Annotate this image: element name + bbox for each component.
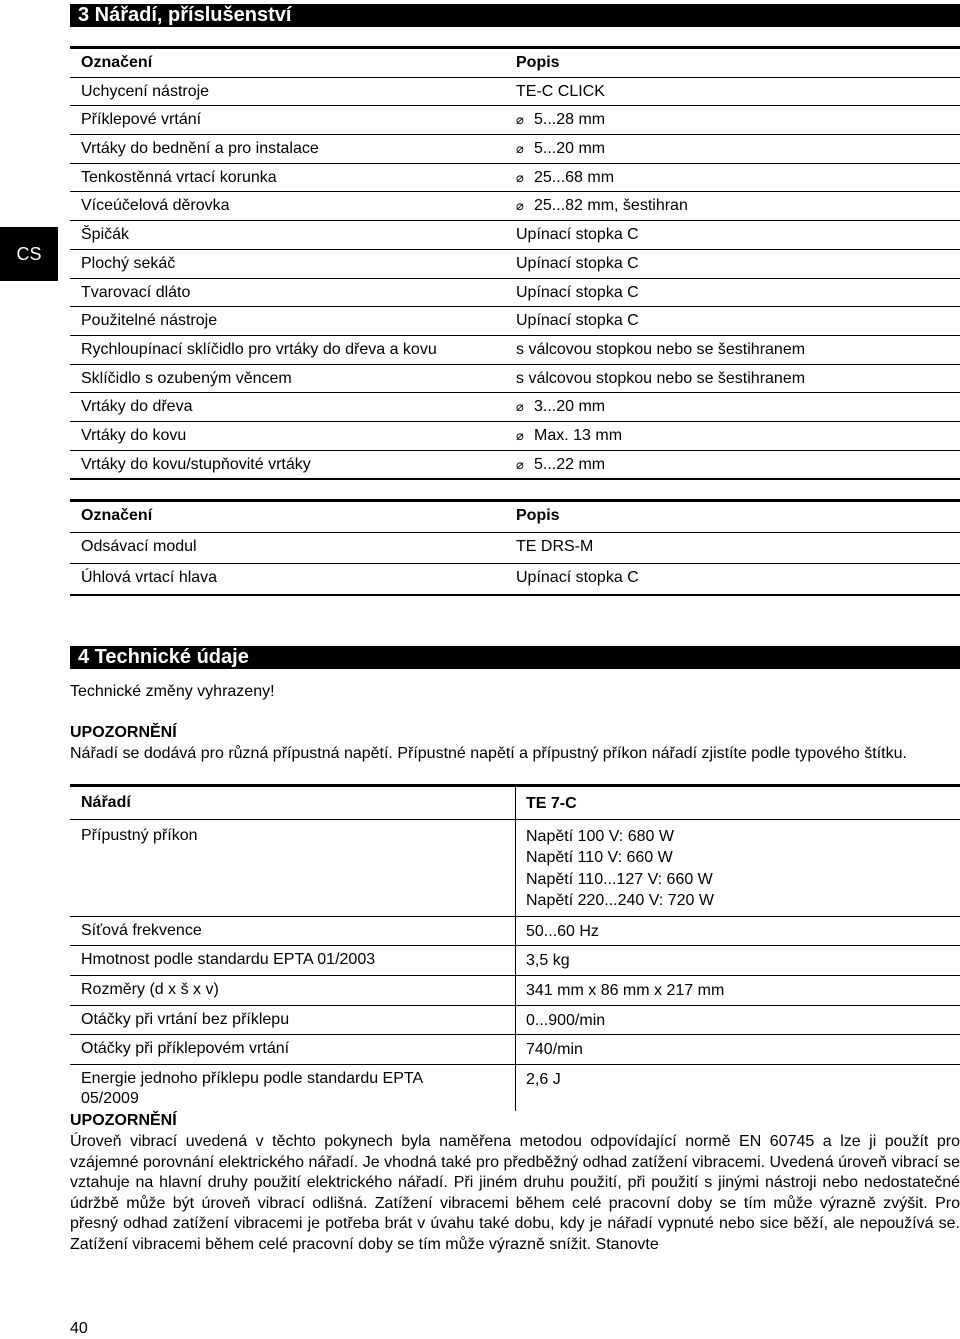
row-value-text: Upínací stopka C <box>516 254 639 272</box>
row-value <box>526 826 714 911</box>
language-tab: CS <box>0 227 58 281</box>
header-designation: Označení <box>81 507 153 524</box>
header-model: TE 7-C <box>526 795 577 812</box>
header-description: Popis <box>516 507 560 524</box>
diameter-symbol: ⌀ <box>516 169 524 185</box>
accessories-table <box>70 49 960 480</box>
row-label: Otáčky při vrtání bez příklepu <box>81 1011 290 1028</box>
row-value-text: s válcovou stopkou nebo se šestihranem <box>516 340 806 358</box>
row-value: 3,5 kg <box>526 952 570 969</box>
row-value <box>516 225 639 245</box>
section-3-title: 3 Nářadí, příslušenství <box>70 4 960 27</box>
row-value <box>516 311 639 331</box>
row-value: 341 mm x 86 mm x 217 mm <box>526 982 725 999</box>
row-value: 2,6 J <box>526 1071 561 1088</box>
power-value-line: Napětí 100 V: 680 W <box>526 828 674 845</box>
table-row <box>70 422 960 451</box>
row-value: 740/min <box>526 1041 583 1058</box>
row-label: Uchycení nástroje <box>81 82 210 100</box>
row-value-text: TE-C CLICK <box>516 82 605 100</box>
table-row <box>70 1006 960 1035</box>
row-label: Přípustný příkon <box>81 827 198 844</box>
table-row <box>70 336 960 365</box>
power-value-line: Napětí 110...127 V: 660 W <box>526 870 713 888</box>
row-value <box>516 196 688 216</box>
row-label: Sklíčidlo s ozubeným věncem <box>81 369 292 387</box>
note2-title: UPOZORNĚNÍ <box>70 1112 177 1129</box>
table-row <box>70 192 960 221</box>
row-value <box>516 455 605 475</box>
row-value: 0...900/min <box>526 1012 606 1029</box>
row-label: Otáčky při příklepovém vrtání <box>81 1040 290 1057</box>
row-label: Vrtáky do bednění a pro instalace <box>81 140 319 158</box>
row-label: Vrtáky do kovu <box>81 426 187 444</box>
row-value-text: 5...20 mm <box>534 140 606 158</box>
table-row <box>70 365 960 394</box>
diameter-symbol: ⌀ <box>516 427 524 443</box>
row-value <box>516 168 614 188</box>
header-designation: Označení <box>81 54 153 71</box>
table-row <box>70 135 960 164</box>
table-row <box>70 533 960 564</box>
row-value-text: 5...22 mm <box>534 455 606 473</box>
section-4-title: 4 Technické údaje <box>70 646 960 669</box>
row-value: 50...60 Hz <box>526 923 599 940</box>
row-value-text: Upínací stopka C <box>516 312 639 330</box>
row-value <box>516 426 622 446</box>
table-row <box>70 917 960 946</box>
table-header-row <box>70 502 960 533</box>
table-row <box>70 78 960 107</box>
row-value-text: Upínací stopka C <box>516 283 639 301</box>
row-label: Hmotnost podle standardu EPTA 01/2003 <box>81 951 376 968</box>
table-row <box>70 221 960 250</box>
power-value-line: Napětí 110 V: 660 W <box>526 849 673 867</box>
row-label: Tenkostěnná vrtací korunka <box>81 168 277 186</box>
row-value-text: Max. 13 mm <box>534 426 623 444</box>
table-row <box>70 1065 960 1111</box>
diameter-symbol: ⌀ <box>516 112 524 128</box>
header-description: Popis <box>516 54 560 71</box>
note1-title: UPOZORNĚNÍ <box>70 724 177 741</box>
row-value-text: Upínací stopka C <box>516 226 639 244</box>
row-value <box>516 340 805 360</box>
table-header-row <box>70 49 960 78</box>
table-row <box>70 279 960 308</box>
row-label: Plochý sekáč <box>81 254 176 272</box>
table-row <box>70 976 960 1006</box>
diameter-symbol: ⌀ <box>516 198 524 214</box>
row-label: Úhlová vrtací hlava <box>81 569 218 586</box>
row-label: Víceúčelová děrovka <box>81 197 230 215</box>
row-value <box>516 369 805 389</box>
table-row <box>70 393 960 422</box>
row-label: Síťová frekvence <box>81 922 202 939</box>
row-value-text: 25...68 mm <box>534 168 615 186</box>
row-value <box>516 82 605 102</box>
power-value-line: Napětí 220...240 V: 720 W <box>526 891 714 909</box>
table-row <box>70 820 960 917</box>
row-label: Odsávací modul <box>81 538 197 555</box>
row-label: Rozměry (d x š x v) <box>81 981 219 998</box>
row-value <box>516 139 605 159</box>
row-value <box>516 397 605 417</box>
table-row <box>70 564 960 596</box>
table-row <box>70 307 960 336</box>
page-number: 40 <box>70 1320 88 1337</box>
row-label: Použitelné nástroje <box>81 312 218 330</box>
diameter-symbol: ⌀ <box>516 456 524 472</box>
row-value <box>516 254 639 274</box>
row-label: Špičák <box>81 226 130 244</box>
row-value-text: 5...28 mm <box>534 111 606 129</box>
table-row <box>70 1035 960 1065</box>
row-value-text: 25...82 mm, šestihran <box>534 197 688 215</box>
row-value <box>516 110 605 130</box>
table-row <box>70 946 960 976</box>
table-row <box>70 164 960 193</box>
row-label: Energie jednoho příklepu podle standardu EPTA 05/2009 <box>81 1070 423 1107</box>
row-value <box>516 283 639 303</box>
row-label: Rychloupínací sklíčidlo pro vrtáky do dřeva a kovu <box>81 340 437 358</box>
table-header-row <box>70 787 960 820</box>
row-label: Příklepové vrtání <box>81 111 202 129</box>
diameter-symbol: ⌀ <box>516 399 524 415</box>
table-row <box>70 451 960 481</box>
row-value-text: s válcovou stopkou nebo se šestihranem <box>516 369 806 387</box>
row-label: Vrtáky do dřeva <box>81 398 193 416</box>
tech-changes-note: Technické změny vyhrazeny! <box>70 683 275 700</box>
header-tool: Nářadí <box>81 794 131 811</box>
row-label: Vrtáky do kovu/stupňovité vrtáky <box>81 455 311 473</box>
row-value: TE DRS-M <box>516 538 594 555</box>
note2-text: Úroveň vibrací uvedená v těchto pokynech byla naměřena metodou odpovídající normě EN 60745 a lze ji použít pro vzájemné porovnání elektrického nářadí. Je vhodná také pro předběžný odhad zatížení vibracemi. Uvedená úroveň vibrací se vztahuje na hlavní druhy použití elektrického nářadí. Při jiném druhu použití, při použití s jinými nástroji nebo nedostatečné údržbě může být úroveň vibrací odlišná. Zatížení vibracemi během celé pracovní doby se tím může výrazně zvýšit. Pro přesný odhad zatížení vibracemi je potřeba brát v úvahu také dobu, kdy je nářadí vypnuté nebo sice běží, ale nepoužívá se. Zatížení vibracemi během celé pracovní doby se tím může výrazně snížit. Stanovte <box>70 1133 960 1253</box>
extras-table <box>70 502 960 596</box>
diameter-symbol: ⌀ <box>516 141 524 157</box>
table-row <box>70 250 960 279</box>
row-value: Upínací stopka C <box>516 569 639 586</box>
note1-text: Nářadí se dodává pro různá přípustná napětí. Přípustné napětí a přípustný příkon nářadí zjistíte podle typového štítku. <box>70 745 907 762</box>
table-row <box>70 106 960 135</box>
technical-data-table <box>70 787 960 1111</box>
row-value-text: 3...20 mm <box>534 398 606 416</box>
row-label: Tvarovací dláto <box>81 283 191 301</box>
